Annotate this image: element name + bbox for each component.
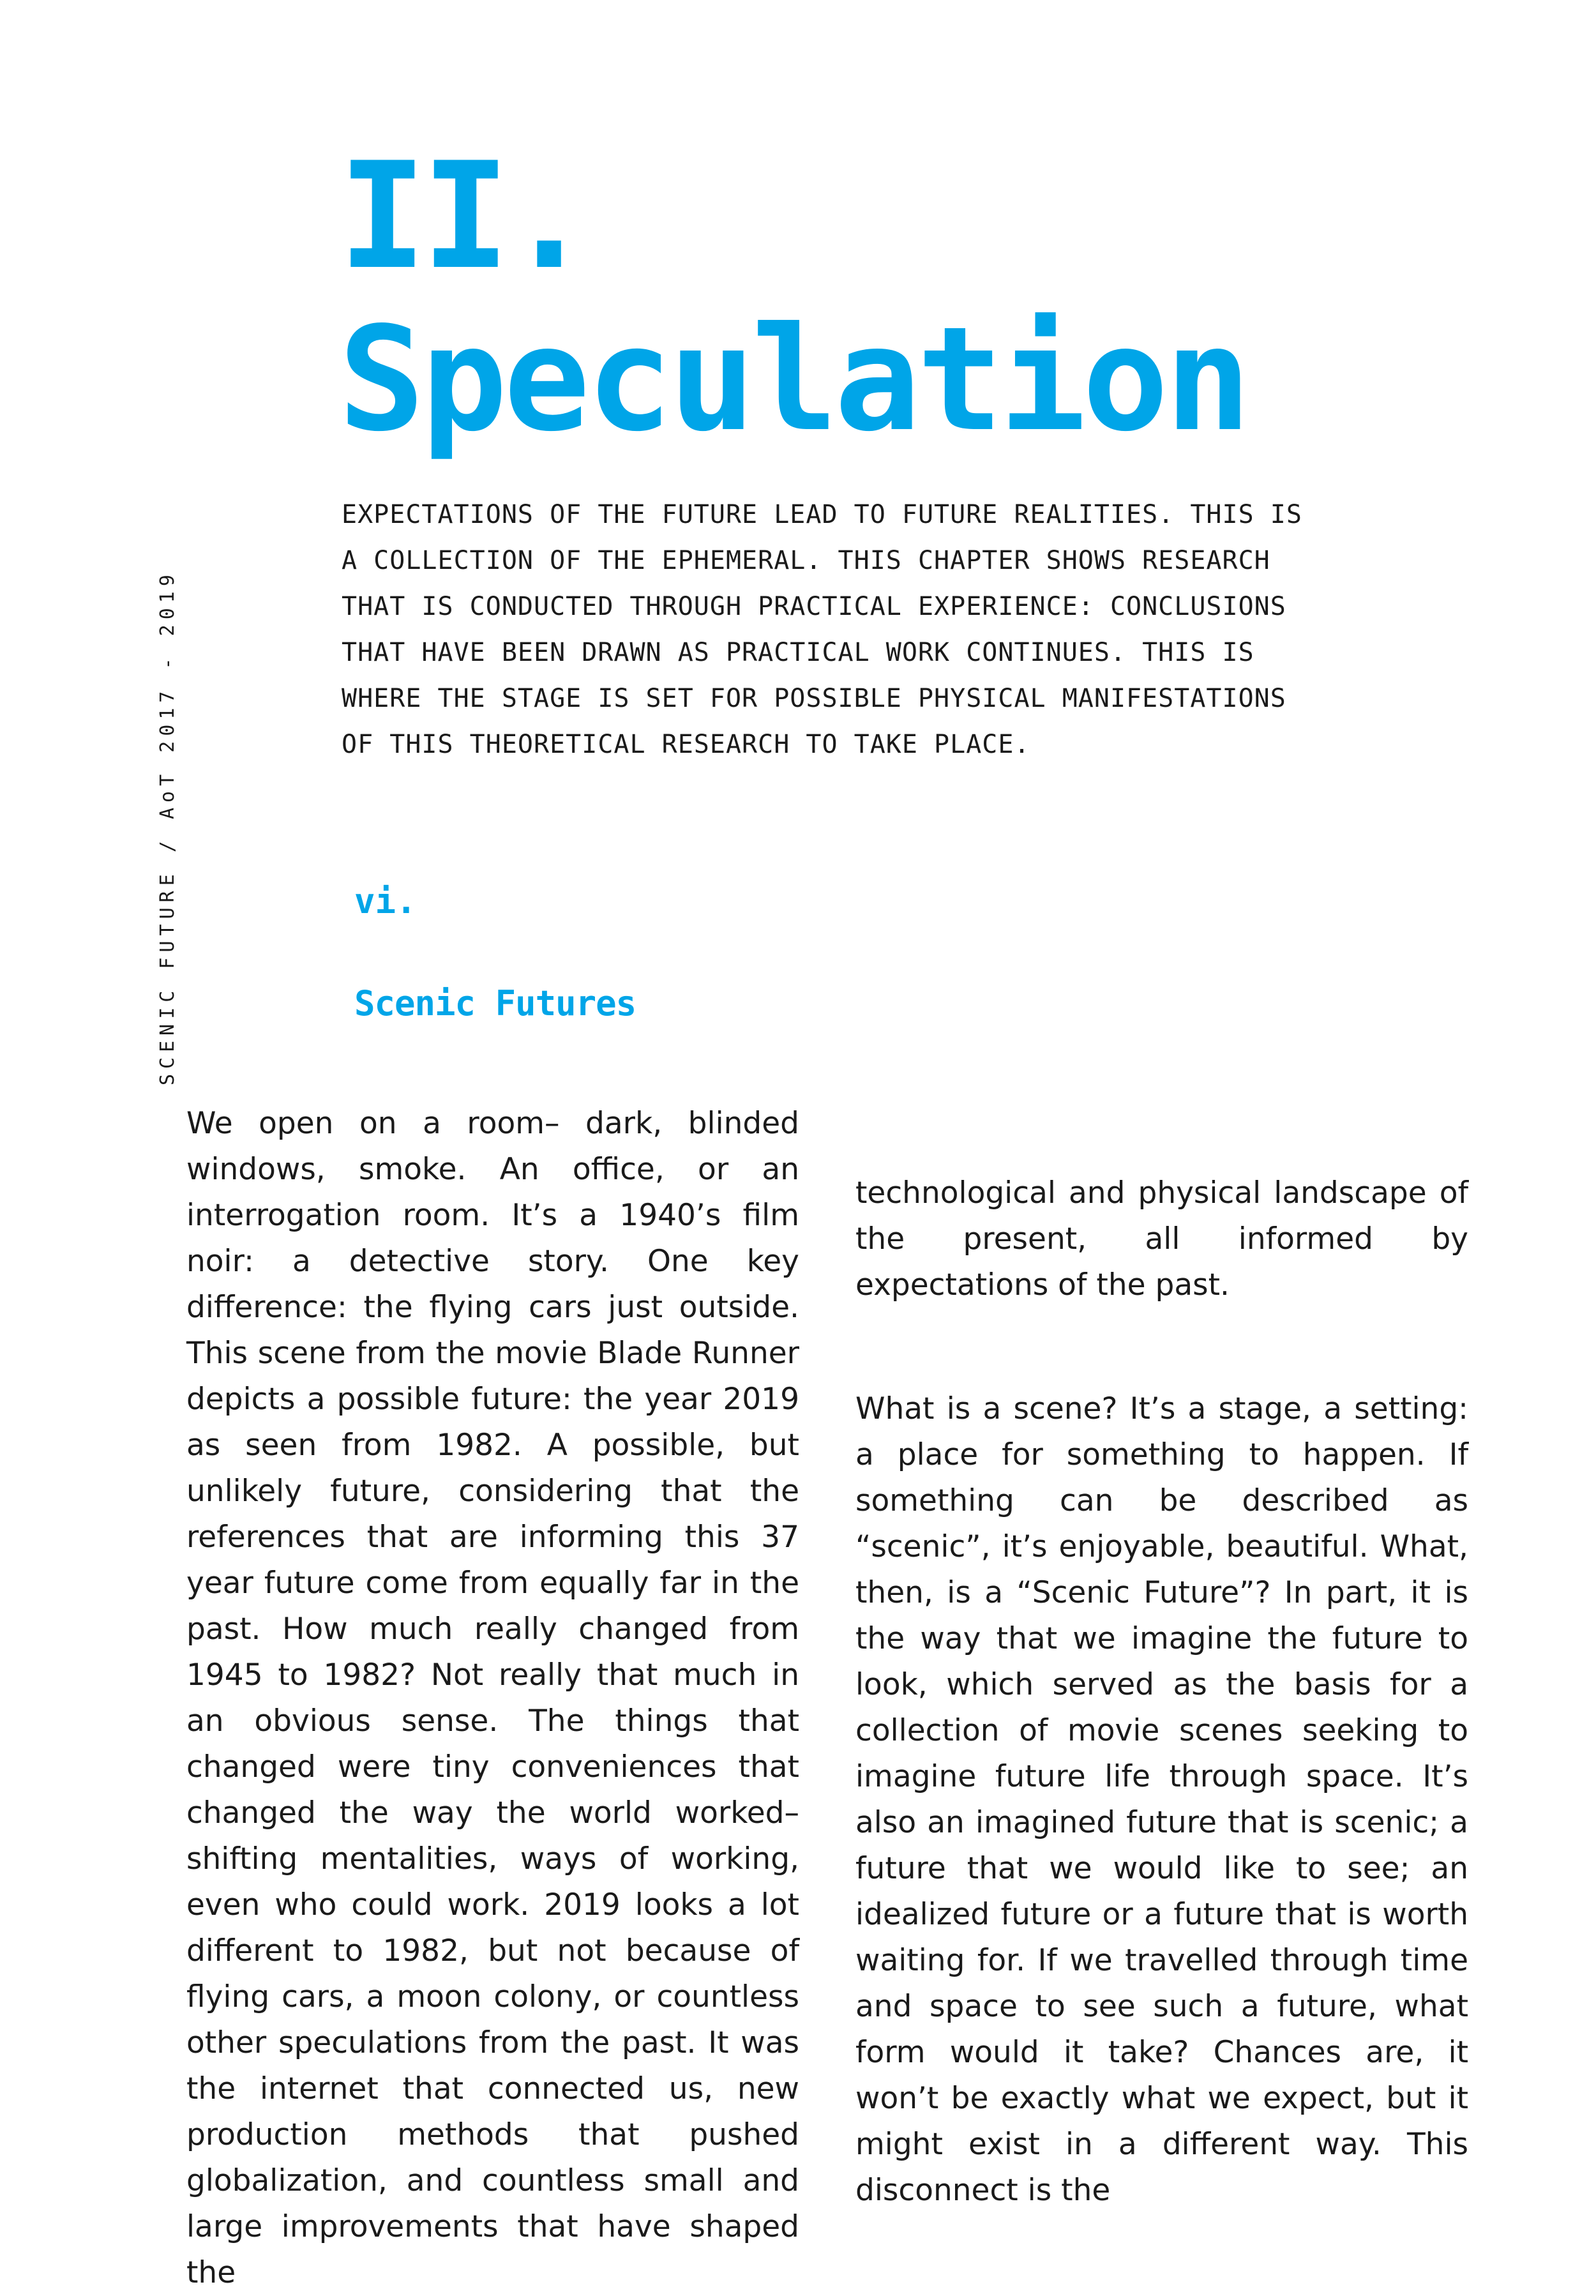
body-column-right-paragraph: What is a scene? It’s a stage, a setting: a place for something to happen. If something can be described as “scenic”, it’s enjoyable, beautiful. What, then, is a “Scenic Future”? In part, it is the way that we imagine the future to look, which served as the basis for a collection of movie scenes seeking to imagine future life through space. It’s also an imagined future that is scenic; a future that we would like to see; an idealized future or a future that is worth waiting for. If we travelled through time and space to see such a future, what form would it take? Chances are, it won’t be exactly what we expect, but it might exist in a different way. This disconnect is the xyxy=(855,1391,1468,2208)
section-number: vi. xyxy=(354,881,417,921)
section-title: Scenic Futures xyxy=(354,983,636,1023)
chapter-title: Speculation xyxy=(338,296,1248,464)
chapter-intro: EXPECTATIONS OF THE FUTURE LEAD TO FUTURE REALITIES. THIS IS A COLLECTION OF THE EPHEMERAL. THIS CHAPTER SHOWS RESEARCH THAT IS CONDUCTED THROUGH PRACTICAL EXPERIENCE: CONCLUSIONS THAT HAVE BEEN DRAWN AS PRACTICAL WORK CONTINUES. THIS IS WHERE THE STAGE IS SET FOR POSSIBLE PHYSICAL MANIFESTATIONS OF THIS THEORETICAL RESEARCH TO TAKE PLACE. xyxy=(342,500,1302,759)
chapter-number: II. xyxy=(338,132,589,302)
body-column-left: We open on a room– dark, blinded windows, smoke. An office, or an interrogation room. It’s a 1940’s film noir: a detective story. One key difference: the flying cars just outside. This scene from the movie Blade Runner depicts a possible future: the year 2019 as seen from 1982. A possible, but unlikely future, considering that the references that are informing this 37 year future come from equally far in the past. How much really changed from 1945 to 1982? Not really that much in an obvious sense. The things that changed were tiny conveniences that changed the way the world worked– shifting mentalities, ways of working, even who could work. 2019 looks a lot different to 1982, but not because of flying cars, a moon colony, or countless other speculations from the past. It was the internet that connected us, new production methods that pushed globalization, and countless small and large improvements that have shaped the xyxy=(186,1106,799,2290)
body-column-right-continuation: technological and physical landscape of the present, all informed by expectations of the past. xyxy=(855,1175,1468,1303)
side-running-label: SCENIC FUTURE / AoT 2017 - 2019 xyxy=(156,570,179,1085)
